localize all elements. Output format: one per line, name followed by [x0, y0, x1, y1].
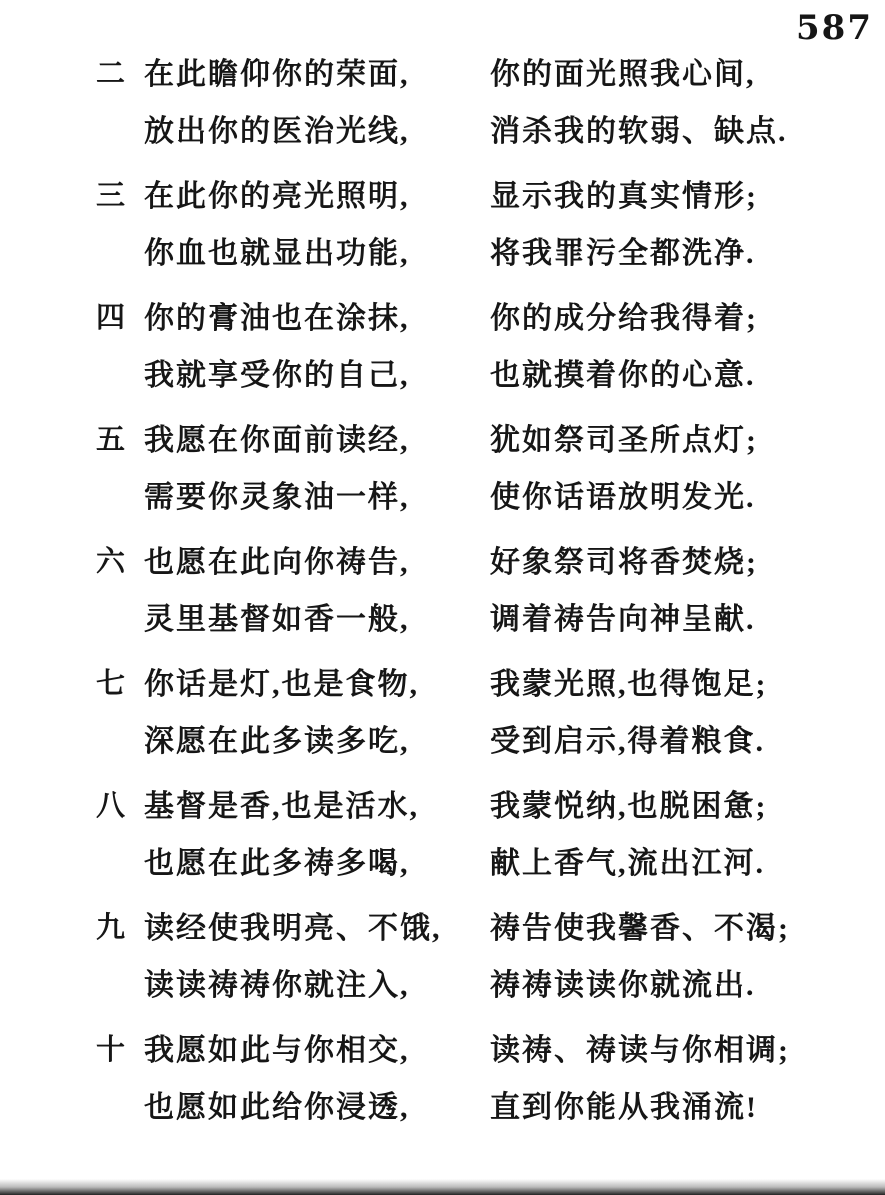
verse-line: 我就享受你的自己,: [144, 359, 410, 392]
verse-line: 需要你灵象油一样,: [144, 481, 410, 514]
verse-number: 五: [96, 424, 126, 456]
verse-line: 调着祷告向神呈献.: [490, 603, 756, 636]
verse-line: 在此你的亮光照明,: [144, 180, 410, 213]
verse-right-column: [490, 656, 768, 770]
verse-7: [96, 656, 885, 770]
verse-line: 祷祷读读你就流出.: [490, 969, 756, 1002]
verse-number: 九: [96, 912, 126, 944]
verse-line: 你的面光照我心间,: [490, 58, 756, 91]
verse-line: 显示我的真实情形;: [490, 180, 758, 213]
verse-left-column: [144, 290, 490, 404]
verse-line: 基督是香,也是活水,: [144, 790, 419, 823]
verse-5: [96, 412, 885, 526]
verse-number: 二: [96, 58, 126, 90]
verse-line: 我蒙光照,也得饱足;: [490, 668, 768, 701]
verse-number: 七: [96, 668, 126, 700]
verse-number: 六: [96, 546, 126, 578]
verse-left-column: [144, 412, 490, 526]
verse-left-column: [144, 46, 490, 160]
verse-left-column: [144, 900, 490, 1014]
verse-left-column: [144, 656, 490, 770]
verse-line: 读经使我明亮、不饿,: [144, 912, 442, 945]
verse-line: 直到你能从我涌流!: [490, 1091, 758, 1124]
verse-2: [96, 46, 885, 160]
verse-line: 也就摸着你的心意.: [490, 359, 756, 392]
verse-right-column: [490, 778, 768, 892]
verse-line: 我愿如此与你相交,: [144, 1034, 410, 1067]
verse-line: 你的膏油也在涂抹,: [144, 302, 410, 335]
verse-left-column: [144, 534, 490, 648]
verse-line: 我愿在你面前读经,: [144, 424, 410, 457]
verse-6: [96, 534, 885, 648]
verse-line: 献上香气,流出江河.: [490, 847, 765, 880]
verse-right-column: [490, 900, 790, 1014]
verse-line: 你的成分给我得着;: [490, 302, 758, 335]
verse-left-column: [144, 778, 490, 892]
verse-line: 好象祭司将香焚烧;: [490, 546, 758, 579]
verse-right-column: [490, 1022, 790, 1136]
page-number: 587: [796, 8, 873, 48]
verse-right-column: [490, 534, 758, 648]
verse-line: 放出你的医治光线,: [144, 115, 410, 148]
verse-line: 读读祷祷你就注入,: [144, 969, 410, 1002]
verse-line: 犹如祭司圣所点灯;: [490, 424, 758, 457]
verse-line: 你话是灯,也是食物,: [144, 668, 419, 701]
verse-4: [96, 290, 885, 404]
verse-number: 四: [96, 302, 126, 334]
verse-line: 受到启示,得着粮食.: [490, 725, 765, 758]
verse-line: 也愿在此向你祷告,: [144, 546, 410, 579]
verse-line: 将我罪污全都洗净.: [490, 237, 756, 270]
verse-line: 你血也就显出功能,: [144, 237, 410, 270]
verse-left-column: [144, 1022, 490, 1136]
verse-number: 八: [96, 790, 126, 822]
verse-line: 祷告使我馨香、不渴;: [490, 912, 790, 945]
verse-line: 读祷、祷读与你相调;: [490, 1034, 790, 1067]
verse-line: 也愿如此给你浸透,: [144, 1091, 410, 1124]
page-bottom-scan-shadow: [0, 1179, 885, 1195]
verse-left-column: [144, 168, 490, 282]
verse-8: [96, 778, 885, 892]
verse-10: [96, 1022, 885, 1136]
verse-number: 十: [96, 1034, 126, 1066]
verse-line: 灵里基督如香一般,: [144, 603, 410, 636]
verse-line: 我蒙悦纳,也脱困惫;: [490, 790, 768, 823]
verse-line: 消杀我的软弱、缺点.: [490, 115, 788, 148]
verse-line: 深愿在此多读多吃,: [144, 725, 410, 758]
verse-line: 也愿在此多祷多喝,: [144, 847, 410, 880]
verse-right-column: [490, 46, 788, 160]
verse-right-column: [490, 168, 758, 282]
verse-line: 使你话语放明发光.: [490, 481, 756, 514]
verse-3: [96, 168, 885, 282]
verse-number: 三: [96, 180, 126, 212]
verse-line: 在此瞻仰你的荣面,: [144, 58, 410, 91]
verse-right-column: [490, 290, 758, 404]
verse-right-column: [490, 412, 758, 526]
verse-9: [96, 900, 885, 1014]
